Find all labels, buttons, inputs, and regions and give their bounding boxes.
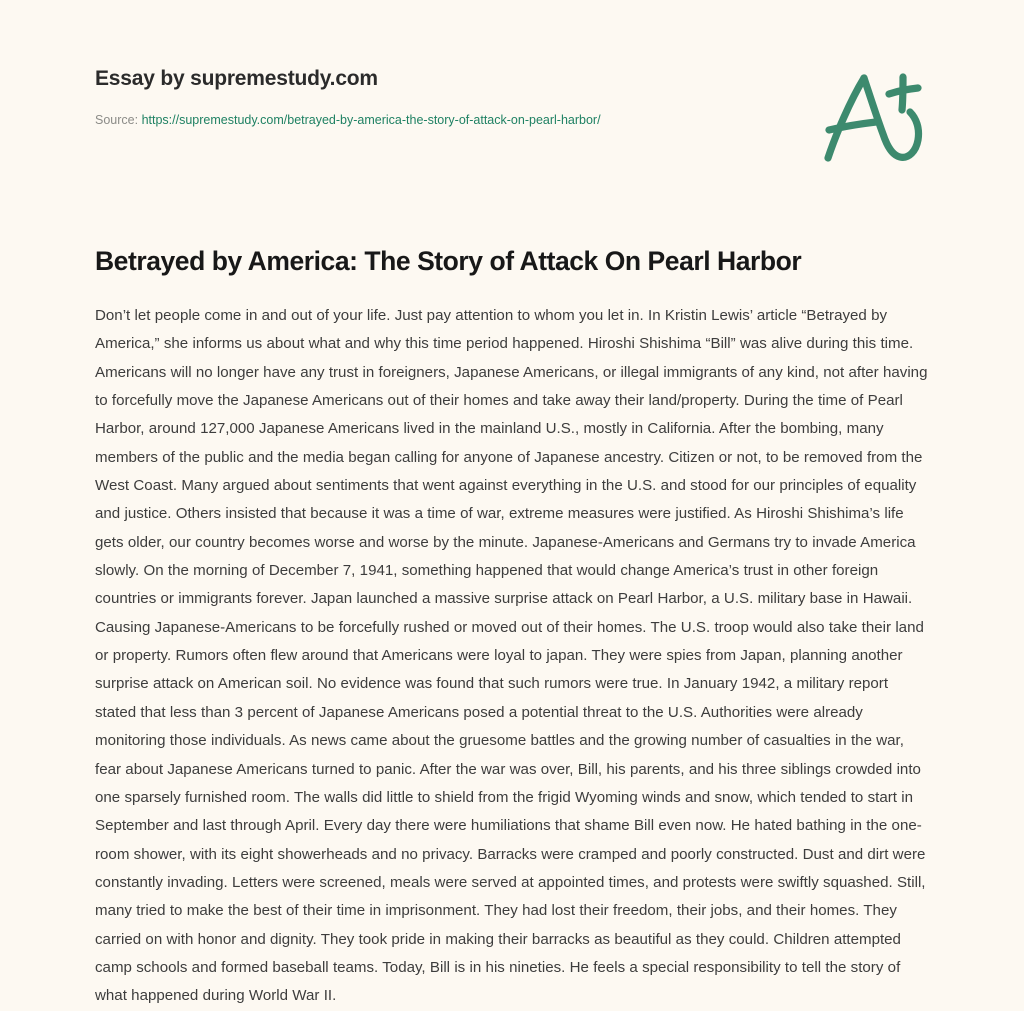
a-plus-logo: [806, 56, 932, 174]
a-plus-logo-icon: [806, 56, 932, 174]
brand-title: Essay by supremestudy.com: [95, 67, 378, 90]
article-body-text: Don’t let people come in and out of your life. Just pay attention to whom you let in. In Kristin Lewis’ article “Betrayed by America,” she informs us about what and why this time period happened. Hiroshi Shishima “Bill” was alive during this time. Americans will no longer have any trust in foreigners, Japanese Americans, or illegal immigrants of any kind, not after having to forcefully move the Japanese Americans out of their homes and take away their land/property. During the time of Pearl Harbor, around 127,000 Japanese Americans lived in the mainland U.S., mostly in California. After the bombing, many members of the public and the media began calling for anyone of Japanese ancestry. Citizen or not, to be removed from the West Coast. Many argued about sentiments that went against everything in the U.S. and stood for our principles of equality and justice. Others insisted that because it was a time of war, extreme measures were justified. As Hiroshi Shishima’s life gets older, our country becomes worse and worse by the minute. Japanese-Americans and Germans try to invade America slowly. On the morning of December 7, 1941, something happened that would change America’s trust in other foreign countries or immigrants forever. Japan launched a massive surprise attack on Pearl Harbor, a U.S. military base in Hawaii. Causing Japanese-Americans to be forcefully rushed or moved out of their homes. The U.S. troop would also take their land or property. Rumors often flew around that Americans were loyal to japan. They were spies from Japan, planning another surprise attack on American soil. No evidence was found that such rumors were true. In January 1942, a military report stated that less than 3 percent of Japanese Americans posed a potential threat to the U.S. Authorities were already monitoring those individuals. As news came about the gruesome battles and the growing number of casualties in the war, fear about Japanese Americans turned to panic. After the war was over, Bill, his parents, and his three siblings crowded into one sparsely furnished room. The walls did little to shield from the frigid Wyoming winds and snow, which tended to start in September and last through April. Every day there were humiliations that shame Bill even now. He hated bathing in the one-room shower, with its eight showerheads and no privacy. Barracks were cramped and poorly constructed. Dust and dirt were constantly invading. Letters were screened, meals were served at appointed times, and protests were swiftly squashed. Still, many tried to make the best of their time in imprisonment. They had lost their freedom, their jobs, and their homes. They carried on with honor and dignity. They took pride in making their barracks as beautiful as they could. Children attempted camp schools and formed baseball teams. Today, Bill is in his nineties. He feels a special responsibility to tell the story of what happened during World War II.: [95, 307, 928, 1005]
source-line: [95, 92, 930, 128]
page-title: Betrayed by America: The Story of Attack On Pearl Harbor: [95, 246, 802, 276]
source-label: Source:: [95, 113, 139, 127]
page-header: [95, 66, 930, 186]
article: [95, 244, 933, 1011]
source-url-link[interactable]: https://supremestudy.com/betrayed-by-america-the-story-of-attack-on-pearl-harbor/: [141, 113, 601, 127]
